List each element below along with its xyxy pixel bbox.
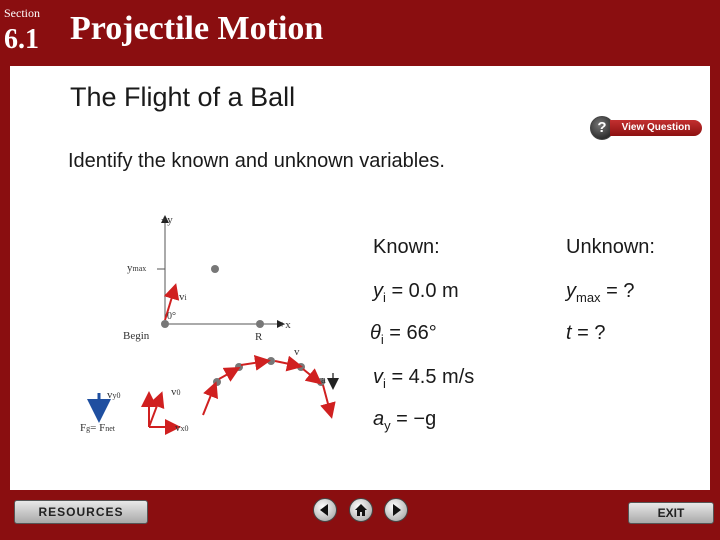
- vx0-label: vx0: [175, 422, 189, 434]
- known-theta: $\theta_i = 66^\circ$: [370, 322, 437, 347]
- known-ay: $a_y = -g$: [373, 408, 437, 433]
- velocity-vector: [275, 361, 299, 366]
- velocity-vector: [303, 369, 319, 382]
- unknown-header: Unknown:: [566, 236, 655, 258]
- velocity-vector: [219, 369, 237, 379]
- v-label: v: [294, 346, 300, 358]
- v0-label: v0: [171, 386, 181, 398]
- unknown-ymax: $y_{max}$ = ?: [566, 280, 635, 305]
- projectile-diagram: [80, 205, 345, 445]
- y-axis-label: +y: [161, 214, 173, 226]
- section-number: 6.1: [4, 24, 39, 55]
- arrow-right-icon: [388, 502, 404, 518]
- force-label: Fg= Fnet: [80, 422, 115, 434]
- trajectory-ball: [267, 357, 275, 365]
- previous-button[interactable]: [313, 498, 337, 522]
- velocity-vector: [203, 385, 215, 415]
- ball-end: [256, 320, 264, 328]
- arrow-left-icon: [317, 502, 333, 518]
- view-question-label: View Question: [610, 120, 702, 136]
- vy0-label: vy0: [107, 389, 121, 401]
- velocity-vector: [323, 385, 331, 415]
- question-icon: ?: [590, 116, 614, 140]
- ball-apex: [211, 265, 219, 273]
- home-icon: [353, 502, 369, 518]
- unknown-t: t = ?: [566, 322, 606, 344]
- a-label: a: [321, 374, 326, 386]
- range-label: R: [255, 331, 263, 343]
- known-vi: $v_i = 4.5$ m/s: [373, 366, 475, 391]
- page-title: Projectile Motion: [70, 10, 324, 47]
- begin-label: Begin: [123, 330, 150, 342]
- x-axis-label: +x: [279, 319, 291, 331]
- ball-begin: [161, 320, 169, 328]
- home-button[interactable]: [349, 498, 373, 522]
- ymax-label: ymax: [127, 262, 147, 274]
- known-yi: $y_i = 0.0$ m: [373, 280, 459, 305]
- resources-button[interactable]: RESOURCES: [14, 500, 148, 524]
- next-button[interactable]: [384, 498, 408, 522]
- angle-label: 0°: [167, 311, 176, 322]
- v0-vector: [149, 395, 161, 427]
- exit-button[interactable]: EXIT: [628, 502, 714, 524]
- view-question-button[interactable]: [590, 116, 702, 140]
- vi-label: vi: [179, 291, 187, 303]
- section-label: Section: [4, 6, 40, 20]
- slide-subtitle: The Flight of a Ball: [70, 82, 296, 112]
- velocity-vector: [241, 361, 267, 365]
- known-header: Known:: [373, 236, 440, 258]
- instruction-text: Identify the known and unknown variables.: [68, 150, 445, 172]
